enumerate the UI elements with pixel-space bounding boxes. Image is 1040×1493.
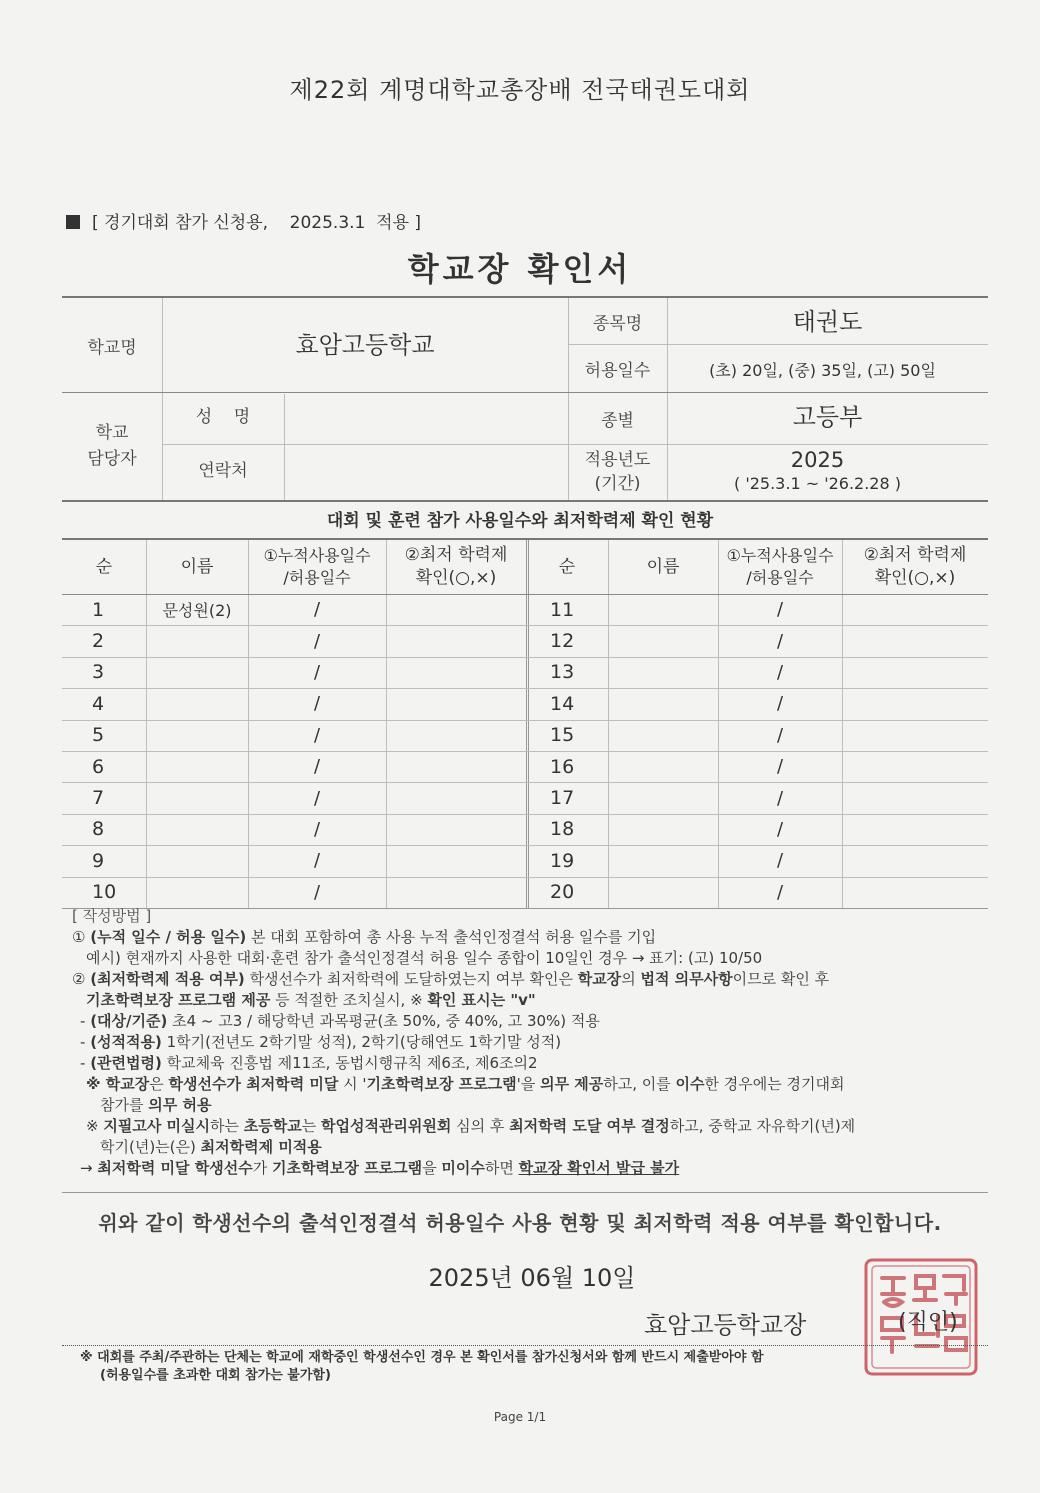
row-name[interactable]: [146, 814, 248, 845]
row-name[interactable]: [146, 782, 248, 813]
footnote: [80, 1349, 980, 1385]
division-value: 고등부: [792, 402, 863, 431]
header-days-line2: /허용일수: [283, 568, 351, 587]
row-name[interactable]: [146, 877, 248, 908]
school-name-label: 학교명: [87, 337, 137, 358]
manager-label: [62, 392, 162, 500]
row-name[interactable]: [146, 625, 248, 656]
instruction-line: 예시) 현재까지 사용한 대회·훈련 참가 출석인정결석 허용 일수 종합이 10일인 경우 → 표기: (고) 10/50: [86, 949, 763, 967]
header-academic: [386, 540, 526, 594]
allowed-days-label: 허용일수: [584, 360, 651, 381]
header-academic-line2: 확인(○,×): [874, 568, 956, 588]
row-number: 8: [92, 818, 105, 841]
instruction-line: ② (최저학력제 적용 여부) 학생선수가 최저학력에 도달하였는지 여부 확인은 학교장의 법적 의무사항이므로 확인 후: [72, 970, 830, 988]
row-name[interactable]: [608, 814, 718, 845]
instruction-line: 참가를 의무 허용: [100, 1096, 212, 1114]
footnote-line1: ※ 대회를 주최/주관하는 단체는 학교에 재학중인 학생선수인 경우 본 확인서를 참가신청서와 함께 반드시 제출받아야 함: [80, 1350, 764, 1365]
footer-divider: [62, 1345, 988, 1346]
row-days[interactable]: /: [313, 661, 321, 683]
row-days[interactable]: /: [776, 693, 784, 715]
row-check[interactable]: [386, 814, 526, 845]
subtitle-text: [ 경기대회 참가 신청용, 2025.3.1 적용 ]: [92, 213, 422, 233]
row-days[interactable]: /: [313, 599, 321, 621]
row-number: 3: [92, 661, 105, 684]
row-days[interactable]: /: [776, 756, 784, 778]
square-bullet-icon: [66, 215, 80, 229]
header-academic-line1: ②최저 학력제: [863, 545, 967, 566]
row-number: 19: [550, 849, 575, 872]
period-value: ( '25.3.1 ~ '26.2.28 ): [734, 474, 901, 493]
event-title: 제22회 계명대학교총장배 전국태권도대회: [289, 76, 751, 104]
row-name[interactable]: [146, 688, 248, 719]
manager-label-line2: 담당자: [87, 449, 137, 469]
row-number: 7: [92, 787, 105, 810]
row-check[interactable]: [842, 594, 988, 625]
row-check[interactable]: [386, 688, 526, 719]
row-name[interactable]: [608, 782, 718, 813]
header-days-line1: ①누적사용일수: [726, 546, 834, 566]
row-days[interactable]: /: [776, 599, 784, 621]
instructions-heading: [ 작성방법 ]: [72, 907, 152, 925]
page-number: Page 1/1: [493, 1410, 547, 1424]
row-days[interactable]: /: [776, 724, 784, 746]
row-check[interactable]: [842, 625, 988, 656]
year-value-text: 2025: [790, 448, 845, 472]
row-number: 5: [92, 724, 105, 747]
row-check[interactable]: [386, 625, 526, 656]
row-name[interactable]: [608, 657, 718, 688]
row-name[interactable]: [146, 751, 248, 782]
row-number: 20: [550, 881, 575, 904]
row-days[interactable]: /: [313, 787, 321, 809]
row-name[interactable]: [146, 720, 248, 751]
row-number: 9: [92, 849, 105, 872]
row-name[interactable]: [608, 688, 718, 719]
instruction-line: - (성적적용) 1학기(전년도 2학기말 성적), 2학기(당해연도 1학기말 성적): [80, 1033, 562, 1051]
row-days[interactable]: /: [313, 756, 321, 778]
manager-label-line1: 학교: [95, 423, 129, 443]
principal-title: 효암고등학교장: [644, 1311, 807, 1339]
row-number: 15: [550, 724, 575, 747]
instruction-line: ※ 지필고사 미실시하는 초등학교는 학업성적관리위원회 심의 후 최저학력 도달 여부 결정하고, 중학교 자유학기(년)제: [86, 1117, 856, 1135]
row-number: 14: [550, 692, 575, 715]
row-check[interactable]: [386, 845, 526, 876]
row-name[interactable]: 문성원(2): [162, 601, 232, 621]
row-name[interactable]: [146, 657, 248, 688]
row-check[interactable]: [386, 877, 526, 908]
school-info-table: [62, 296, 988, 502]
row-days[interactable]: /: [313, 693, 321, 715]
row-name[interactable]: [146, 845, 248, 876]
row-days[interactable]: /: [313, 881, 321, 903]
instruction-line: 학기(년)는(은) 최저학력제 미적용: [100, 1138, 322, 1156]
row-check[interactable]: [842, 782, 988, 813]
footnote-line2: (허용일수를 초과한 대회 참가는 불가함): [100, 1368, 331, 1383]
section-title: 대회 및 훈련 참가 사용일수와 최저학력제 확인 현황: [326, 511, 714, 531]
row-check[interactable]: [386, 782, 526, 813]
instructions: [72, 906, 992, 1179]
attendance-table: [62, 538, 988, 909]
row-name[interactable]: [608, 751, 718, 782]
manager-name-label: 성 명: [195, 406, 251, 427]
issue-date: 2025년 06월 10일: [428, 1264, 636, 1292]
header-days-line1: ①누적사용일수: [263, 546, 371, 566]
year-label-line2: (기간): [594, 474, 641, 494]
header-name: 이름: [180, 556, 214, 577]
manager-name-value[interactable]: [284, 392, 568, 444]
row-number: 4: [92, 692, 105, 715]
row-days[interactable]: /: [313, 850, 321, 872]
row-number: 6: [92, 755, 105, 778]
instruction-line: → 최저학력 미달 학생선수가 기초학력보장 프로그램을 미이수하면 학교장 확인서 발급 불가: [80, 1159, 680, 1177]
row-days[interactable]: /: [313, 724, 321, 746]
row-days[interactable]: /: [776, 661, 784, 683]
row-days[interactable]: /: [776, 818, 784, 840]
row-number: 2: [92, 630, 105, 653]
header-no: 순: [95, 556, 113, 577]
header-days: [248, 540, 386, 594]
row-check[interactable]: [386, 720, 526, 751]
row-name[interactable]: [608, 877, 718, 908]
row-check[interactable]: [842, 877, 988, 908]
sport-value: 태권도: [792, 307, 863, 336]
application-subtitle: [66, 208, 421, 233]
division-label: 종별: [601, 410, 634, 431]
seal-label: (직인): [898, 1310, 958, 1335]
row-number: 18: [550, 818, 575, 841]
row-days[interactable]: /: [313, 630, 321, 652]
row-days[interactable]: /: [776, 850, 784, 872]
row-check[interactable]: [842, 720, 988, 751]
sport-label: 종목명: [592, 313, 643, 334]
instruction-line: - (대상/기준) 초4 ~ 고3 / 해당학년 과목평균(초 50%, 중 40%, 고 30%) 적용: [80, 1012, 600, 1030]
row-number: 1: [92, 598, 105, 621]
row-days[interactable]: /: [313, 818, 321, 840]
year-label-line1: 적용년도: [584, 450, 651, 470]
row-name[interactable]: [608, 625, 718, 656]
row-number: 11: [550, 598, 575, 621]
header-no: 순: [558, 556, 576, 577]
header-days-line2: /허용일수: [746, 568, 814, 587]
instruction-line: 기초학력보장 프로그램 제공 등 적절한 조치실시, ※ 확인 표시는 "v": [86, 991, 536, 1009]
school-name-value: 효암고등학교: [295, 330, 435, 359]
row-name[interactable]: [608, 594, 718, 625]
row-number: 17: [550, 787, 575, 810]
year-label: [568, 444, 667, 500]
row-check[interactable]: [842, 814, 988, 845]
divider: [62, 1192, 988, 1193]
row-check[interactable]: [386, 657, 526, 688]
allowed-days-value: (초) 20일, (중) 35일, (고) 50일: [709, 360, 936, 380]
row-name[interactable]: [608, 845, 718, 876]
year-value: [667, 444, 968, 500]
row-days[interactable]: /: [776, 787, 784, 809]
instruction-line: ※ 학교장은 학생선수가 최저학력 미달 시 '기초학력보장 프로그램'을 의무 제공하고, 이를 이수한 경우에는 경기대회: [86, 1075, 845, 1093]
row-name[interactable]: [608, 720, 718, 751]
header-name: 이름: [646, 556, 680, 577]
row-number: 10: [92, 881, 117, 904]
row-days[interactable]: /: [776, 630, 784, 652]
header-academic-line2: 확인(○,×): [415, 568, 497, 588]
document-title: 학교장 확인서: [407, 250, 633, 288]
row-check[interactable]: [842, 751, 988, 782]
header-academic-line1: ②최저 학력제: [404, 545, 508, 566]
confirmation-statement: 위와 같이 학생선수의 출석인정결석 허용일수 사용 현황 및 최저학력 적용 여부를 확인합니다.: [98, 1211, 942, 1235]
row-days[interactable]: /: [776, 881, 784, 903]
header-days: [718, 540, 842, 594]
instruction-line: ① (누적 일수 / 허용 일수) 본 대회 포함하여 총 사용 누적 출석인정결석 허용 일수를 기입: [72, 928, 657, 946]
row-number: 12: [550, 630, 575, 653]
row-check[interactable]: [842, 688, 988, 719]
instruction-line: - (관련법령) 학교체육 진흥법 제11조, 동법시행규칙 제6조, 제6조의2: [80, 1054, 538, 1072]
row-check[interactable]: [842, 657, 988, 688]
row-check[interactable]: [842, 845, 988, 876]
row-check[interactable]: [386, 751, 526, 782]
row-number: 16: [550, 755, 575, 778]
manager-contact-value[interactable]: [284, 444, 568, 500]
row-check[interactable]: [386, 594, 526, 625]
row-number: 13: [550, 661, 575, 684]
manager-contact-label: 연락처: [198, 460, 248, 481]
header-academic: [842, 540, 988, 594]
